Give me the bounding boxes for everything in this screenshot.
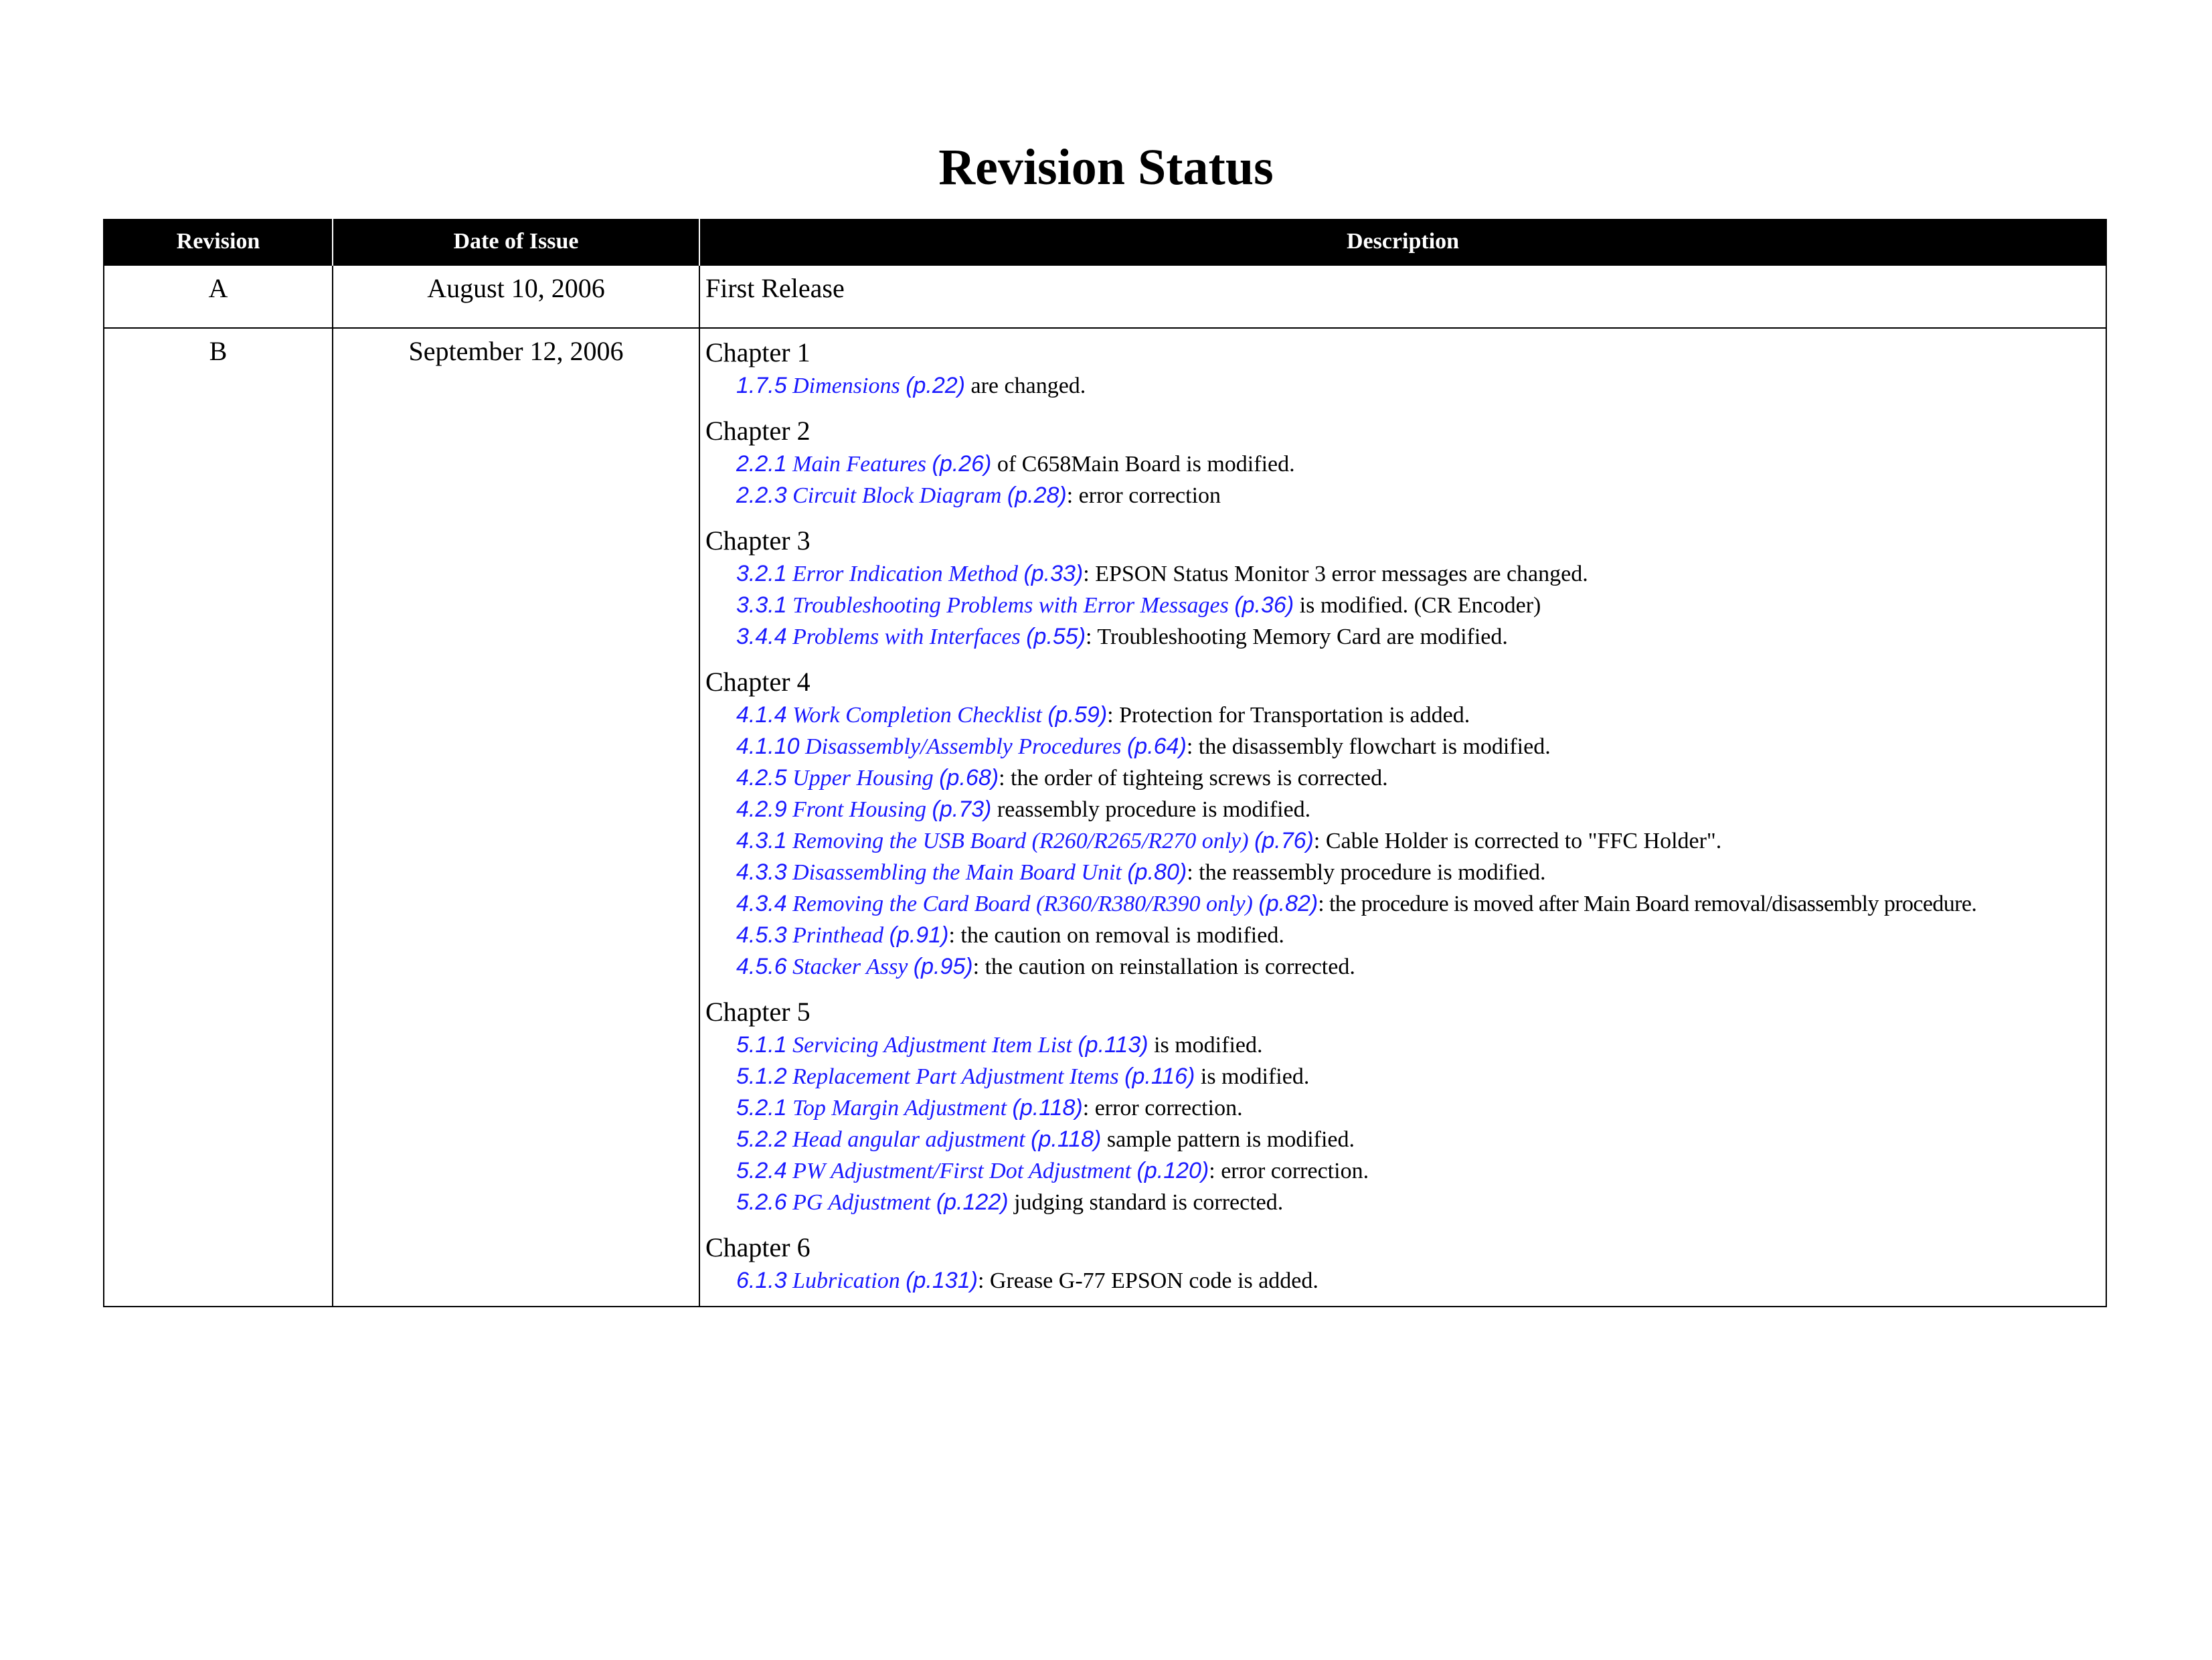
page-reference-link[interactable]: (p.91) xyxy=(889,922,949,948)
page-reference-link[interactable]: (p.82) xyxy=(1258,891,1318,916)
revision-entry xyxy=(705,1265,2100,1297)
page-reference-link[interactable]: (p.116) xyxy=(1124,1064,1195,1089)
chapter-block xyxy=(705,523,2100,653)
section-number-link[interactable]: 3.4.4 xyxy=(736,624,787,649)
page-reference-link[interactable]: (p.118) xyxy=(1012,1095,1083,1120)
change-description: : Cable Holder is corrected to "FFC Holder". xyxy=(1313,829,1722,853)
change-description: : the caution on removal is modified. xyxy=(948,923,1284,948)
revision-table xyxy=(103,219,2107,1307)
change-description: : the disassembly flowchart is modified. xyxy=(1186,734,1551,759)
section-number-link[interactable]: 4.2.5 xyxy=(736,765,787,791)
table-row xyxy=(104,265,2106,328)
chapter-heading: Chapter 4 xyxy=(705,667,811,697)
section-title-link[interactable]: Lubrication xyxy=(792,1268,900,1293)
section-title-link[interactable]: Printhead xyxy=(792,923,884,948)
revision-header: Revision xyxy=(104,219,333,265)
change-description: : error correction. xyxy=(1082,1096,1243,1120)
chapter-list xyxy=(705,335,2100,1297)
revision-entry xyxy=(705,699,2100,731)
section-title-link[interactable]: Replacement Part Adjustment Items xyxy=(792,1064,1119,1089)
section-number-link[interactable]: 5.1.2 xyxy=(736,1064,787,1089)
revision-entry xyxy=(705,857,2100,888)
table-row xyxy=(104,328,2106,1307)
revision-entry xyxy=(705,731,2100,762)
page-reference-link[interactable]: (p.73) xyxy=(932,797,992,822)
description-header: Description xyxy=(699,219,2106,265)
revision-entry xyxy=(705,794,2100,825)
section-title-link[interactable]: Disassembly/Assembly Procedures xyxy=(805,734,1122,759)
page-reference-link[interactable]: (p.22) xyxy=(906,373,966,398)
section-number-link[interactable]: 2.2.3 xyxy=(736,483,787,508)
section-number-link[interactable]: 4.1.10 xyxy=(736,734,800,759)
revision-entry xyxy=(705,762,2100,794)
page-reference-link[interactable]: (p.28) xyxy=(1007,483,1067,508)
change-description: are changed. xyxy=(965,374,1086,398)
section-number-link[interactable]: 5.2.2 xyxy=(736,1127,787,1152)
page-reference-link[interactable]: (p.80) xyxy=(1127,859,1187,885)
section-number-link[interactable]: 3.3.1 xyxy=(736,592,787,618)
section-title-link[interactable]: Work Completion Checklist xyxy=(792,703,1042,728)
section-number-link[interactable]: 4.1.4 xyxy=(736,702,787,728)
description-cell: First Release xyxy=(699,265,2106,328)
section-title-link[interactable]: Removing the USB Board (R260/R265/R270 only) xyxy=(792,829,1249,853)
chapter-heading: Chapter 5 xyxy=(705,997,811,1027)
section-title-link[interactable]: Upper Housing xyxy=(792,766,934,791)
revision-cell: A xyxy=(104,265,333,328)
change-description: : the reassembly procedure is modified. xyxy=(1187,860,1546,885)
revision-entry xyxy=(705,920,2100,951)
chapter-block xyxy=(705,995,2100,1218)
chapter-block xyxy=(705,335,2100,402)
section-number-link[interactable]: 5.2.1 xyxy=(736,1095,787,1120)
section-number-link[interactable]: 5.2.6 xyxy=(736,1189,787,1215)
section-title-link[interactable]: Stacker Assy xyxy=(792,954,908,979)
page-reference-link[interactable]: (p.120) xyxy=(1136,1158,1209,1183)
date-header: Date of Issue xyxy=(333,219,699,265)
change-description: is modified. xyxy=(1148,1033,1263,1058)
section-title-link[interactable]: Problems with Interfaces xyxy=(792,625,1021,649)
section-title-link[interactable]: Error Indication Method xyxy=(792,562,1018,586)
revision-entry xyxy=(705,590,2100,621)
revision-entry xyxy=(705,1092,2100,1124)
change-description: reassembly procedure is modified. xyxy=(991,797,1311,822)
section-title-link[interactable]: Troubleshooting Problems with Error Messages xyxy=(792,593,1229,618)
section-number-link[interactable]: 4.2.9 xyxy=(736,797,787,822)
section-title-link[interactable]: Disassembling the Main Board Unit xyxy=(792,860,1122,885)
section-title-link[interactable]: Top Margin Adjustment xyxy=(792,1096,1007,1120)
section-number-link[interactable]: 4.5.3 xyxy=(736,922,787,948)
table-header-row xyxy=(104,219,2106,265)
revision-entry xyxy=(705,621,2100,653)
chapter-heading: Chapter 1 xyxy=(705,337,811,367)
change-description: : the procedure is moved after Main Board removal/disassembly procedure. xyxy=(1318,892,1977,916)
page-reference-link[interactable]: (p.118) xyxy=(1031,1127,1102,1152)
change-description: : Grease G-77 EPSON code is added. xyxy=(977,1268,1318,1293)
revision-entry xyxy=(705,1061,2100,1092)
section-number-link[interactable]: 5.1.1 xyxy=(736,1032,787,1058)
change-description: is modified. xyxy=(1195,1064,1310,1089)
change-description: : Protection for Transportation is added. xyxy=(1107,703,1470,728)
chapter-heading: Chapter 6 xyxy=(705,1232,811,1262)
change-description: sample pattern is modified. xyxy=(1101,1127,1355,1152)
page-reference-link[interactable]: (p.68) xyxy=(939,765,999,791)
section-number-link[interactable]: 4.3.3 xyxy=(736,859,787,885)
chapter-heading: Chapter 2 xyxy=(705,416,811,446)
page-reference-link[interactable]: (p.76) xyxy=(1254,828,1314,853)
revision-entry xyxy=(705,370,2100,402)
section-title-link[interactable]: Head angular adjustment xyxy=(792,1127,1025,1152)
change-description: is modified. (CR Encoder) xyxy=(1294,593,1541,618)
description-cell xyxy=(699,328,2106,1307)
revision-entry xyxy=(705,448,2100,480)
change-description: of C658Main Board is modified. xyxy=(991,452,1295,477)
change-description: : the caution on reinstallation is corrected. xyxy=(972,954,1355,979)
date-cell: August 10, 2006 xyxy=(333,265,699,328)
page-reference-link[interactable]: (p.33) xyxy=(1023,561,1084,586)
revision-cell: B xyxy=(104,328,333,1307)
section-number-link[interactable]: 1.7.5 xyxy=(736,373,787,398)
chapter-block xyxy=(705,1230,2100,1297)
section-title-link[interactable]: Dimensions xyxy=(792,374,900,398)
change-description: : Troubleshooting Memory Card are modified. xyxy=(1086,625,1508,649)
section-number-link[interactable]: 2.2.1 xyxy=(736,451,787,477)
revision-entry xyxy=(705,1155,2100,1187)
page-reference-link[interactable]: (p.113) xyxy=(1078,1032,1148,1058)
section-title-link[interactable]: PG Adjustment xyxy=(792,1190,931,1215)
revision-entry xyxy=(705,558,2100,590)
page-reference-link[interactable]: (p.122) xyxy=(936,1189,1009,1215)
page-reference-link[interactable]: (p.131) xyxy=(906,1268,978,1293)
section-title-link[interactable]: Main Features xyxy=(792,452,926,477)
page-reference-link[interactable]: (p.55) xyxy=(1026,624,1086,649)
revision-entry xyxy=(705,825,2100,857)
section-title-link[interactable]: Removing the Card Board (R360/R380/R390 only) xyxy=(792,892,1253,916)
chapter-block xyxy=(705,665,2100,983)
revision-entry xyxy=(705,1187,2100,1218)
section-number-link[interactable]: 6.1.3 xyxy=(736,1268,787,1293)
change-description: : error correction xyxy=(1066,483,1221,508)
page-reference-link[interactable]: (p.59) xyxy=(1047,702,1108,728)
page-reference-link[interactable]: (p.36) xyxy=(1234,592,1294,618)
section-number-link[interactable]: 5.2.4 xyxy=(736,1158,787,1183)
revision-entry xyxy=(705,888,2100,920)
change-description: : EPSON Status Monitor 3 error messages are changed. xyxy=(1083,562,1588,586)
revision-entry xyxy=(705,1124,2100,1155)
page-reference-link[interactable]: (p.64) xyxy=(1126,734,1187,759)
revision-entry xyxy=(705,951,2100,983)
section-number-link[interactable]: 4.3.1 xyxy=(736,828,787,853)
section-title-link[interactable]: Front Housing xyxy=(792,797,927,822)
section-number-link[interactable]: 4.5.6 xyxy=(736,954,787,979)
chapter-heading: Chapter 3 xyxy=(705,525,811,556)
date-cell: September 12, 2006 xyxy=(333,328,699,1307)
chapter-block xyxy=(705,414,2100,511)
section-title-link[interactable]: Servicing Adjustment Item List xyxy=(792,1033,1072,1058)
page-reference-link[interactable]: (p.26) xyxy=(932,451,992,477)
section-title-link[interactable]: Circuit Block Diagram xyxy=(792,483,1002,508)
page-reference-link[interactable]: (p.95) xyxy=(913,954,973,979)
section-number-link[interactable]: 3.2.1 xyxy=(736,561,787,586)
section-title-link[interactable]: PW Adjustment/First Dot Adjustment xyxy=(792,1159,1132,1183)
page-title: Revision Status xyxy=(938,139,1274,195)
revision-entry xyxy=(705,1029,2100,1061)
change-description: judging standard is corrected. xyxy=(1008,1190,1284,1215)
section-number-link[interactable]: 4.3.4 xyxy=(736,891,787,916)
revision-entry xyxy=(705,480,2100,511)
change-description: : error correction. xyxy=(1209,1159,1369,1183)
change-description: : the order of tighteing screws is corrected. xyxy=(999,766,1388,791)
